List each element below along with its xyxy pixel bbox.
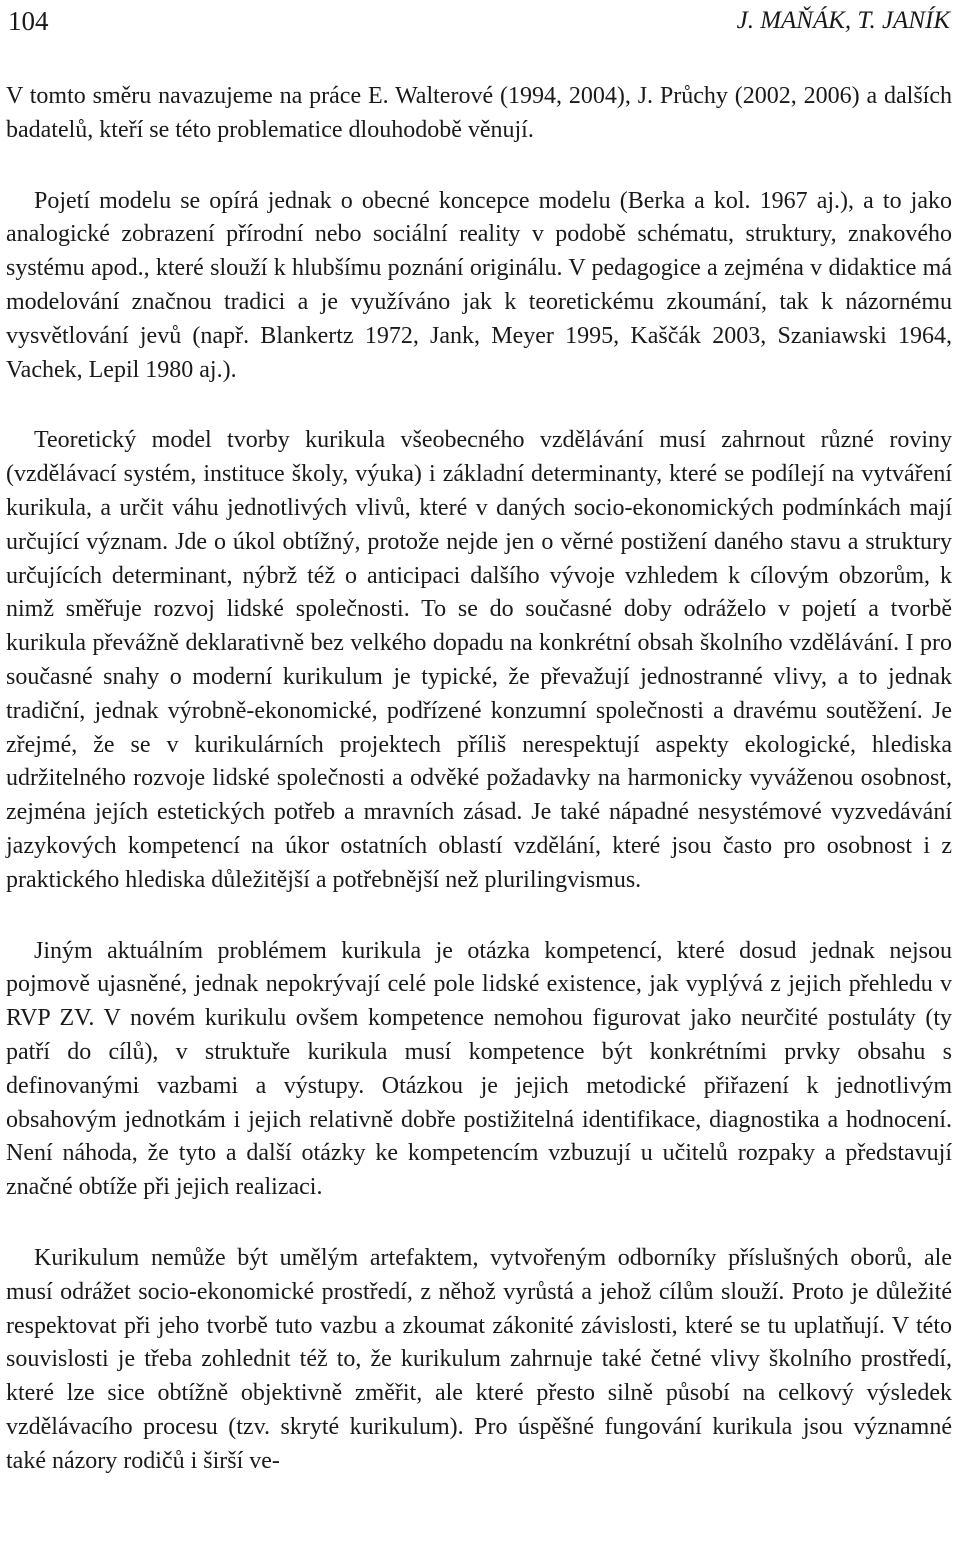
paragraph: Pojetí modelu se opírá jednak o obecné koncepce modelu (Berka a kol. 1967 aj.), a to jako analogické zobrazení přírodní nebo sociální reality v podobě schématu, struktury, znakového systému apod., které slouží k hlubšímu poznání originálu. V pedagogice a zejména v didaktice má modelování značnou tradici a je využíváno jak k teoretickému zkoumání, tak k názornému vysvětlování jevů (např. Blankertz 1972, Jank, Meyer 1995, Kaščák 2003, Szaniawski 1964, Vachek, Lepil 1980 aj.). — [6, 187, 952, 383]
paragraph: Teoretický model tvorby kurikula všeobecného vzdělávání musí zahrnout různé roviny (vzdělávací systém, instituce školy, výuka) i základní determinanty, které se podílejí na vytváření kurikula, a určit váhu jednotlivých vlivů, které v daných socio-ekonomických podmínkách mají určující význam. Jde o úkol obtížný, protože nejde jen o věrné postižení daného stavu a struktury určujících determinant, nýbrž též o anticipaci dalšího vývoje vzhledem k cílovým obzorům, k nimž směřuje rozvoj lidské společnosti. To se do současné doby odráželo v pojetí a tvorbě kurikula převážně deklarativně bez velkého dopadu na konkrétní obsah školního vzdělávání. I pro současné snahy o moderní kurikulum je typické, že převažují jednostranné vlivy, a to jednak tradiční, jednak výrobně-ekonomické, podřízené konzumní společnosti a dravému soutěžení. Je zřejmé, že se v kurikulárních projektech příliš nerespektují aspekty ekologické, hlediska udržitelného rozvoje lidské společnosti a odvěké požadavky na harmonicky vyváženou osobnost, zejména jejích estetických potřeb a mravních zásad. Je také nápadné nesystémové vyzvedávání jazykových kompetencí na úkor ostatních oblastí vzdělání, které jsou často pro osobnost i z praktického hlediska důležitější a potřebnější než plurilingvismus. — [6, 427, 952, 893]
body-text — [6, 80, 952, 1478]
paragraph: V tomto směru navazujeme na práce E. Walterové (1994, 2004), J. Průchy (2002, 2006) a dalších badatelů, kteří se této problematice dlouhodobě věnují. — [6, 83, 952, 143]
page-number: 104 — [8, 6, 49, 36]
running-head-authors: J. MAŇÁK, T. JANÍK — [736, 7, 950, 34]
paragraph: Jiným aktuálním problémem kurikula je otázka kompetencí, které dosud jednak nejsou pojmově ujasněné, jednak nepokrývají celé pole lidské existence, jak vyplývá z jejich přehledu v RVP ZV. V novém kurikulu ovšem kompetence nemohou figurovat jako neurčité postuláty (ty patří do cílů), v struktuře kurikula musí kompetence být konkrétními prvky obsahu s definovanými vazbami a výstupy. Otázkou je jejich metodické přiřazení k jednotlivým obsahovým jednotkám i jejich relativně dobře postižitelná identifikace, diagnostika a hodnocení. Není náhoda, že tyto a další otázky ke kompetencím vzbuzují u učitelů rozpaky a představují značné obtíže při jejich realizaci. — [6, 937, 952, 1201]
paragraph: Kurikulum nemůže být umělým artefaktem, vytvořeným odborníky příslušných oborů, ale musí odrážet socio-ekonomické prostředí, z něhož vyrůstá a jehož cílům slouží. Proto je důležité respektovat při jeho tvorbě tuto vazbu a zkoumat zákonité závislosti, které se tu uplatňují. V této souvislosti je třeba zohlednit též to, že kurikulum zahrnuje také četné vlivy školního prostředí, které lze sice obtížně objektivně změřit, ale které přesto silně působí na celkový výsledek vzdělávacího procesu (tzv. skryté kurikulum). Pro úspěšné fungování kurikula jsou významné také názory rodičů i širší ve- — [6, 1244, 952, 1474]
page-header — [0, 0, 960, 44]
